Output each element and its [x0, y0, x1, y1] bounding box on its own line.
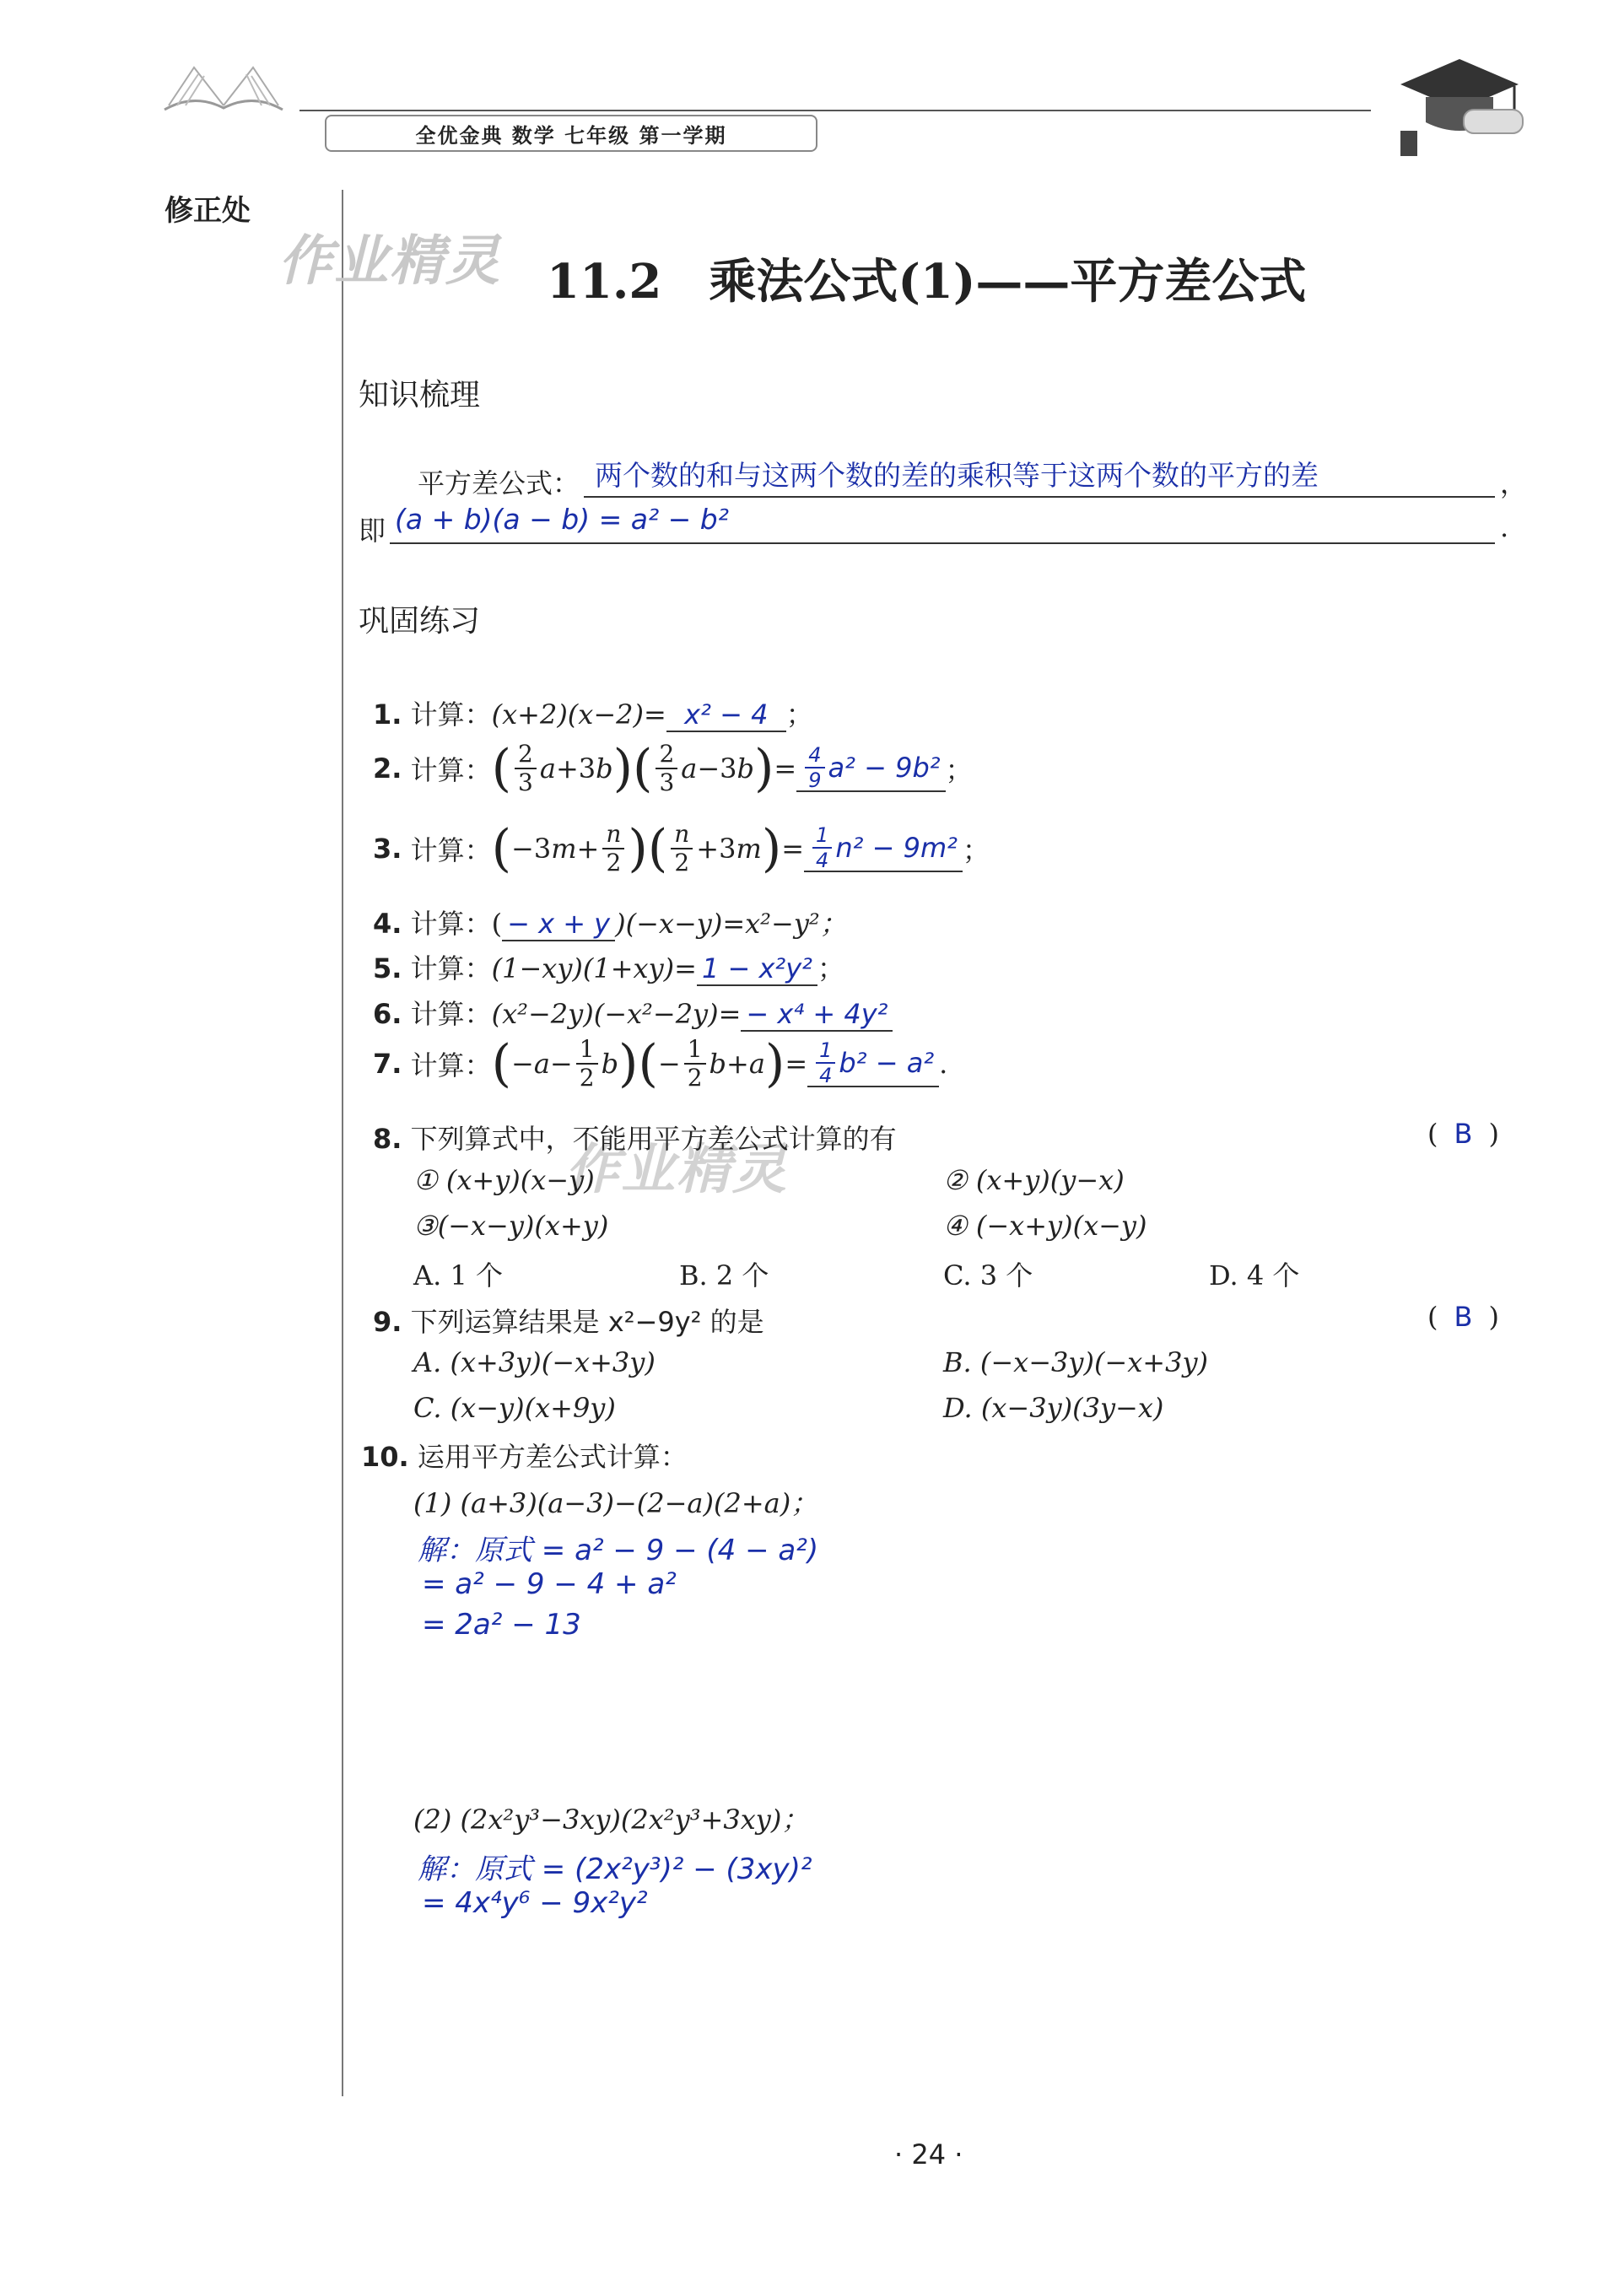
- q2-answer-den: 9: [808, 768, 822, 792]
- q6: [373, 993, 893, 1032]
- q3-answer-rest: n² − 9m²: [835, 832, 958, 864]
- q9-answer: B: [1454, 1301, 1473, 1333]
- q10-part1-sol-2: = a² − 9 − 4 + a²: [422, 1567, 677, 1601]
- q8-option-b: B. 2 个: [679, 1259, 769, 1291]
- q9-option-c: C. (x−y)(x+9y): [413, 1392, 616, 1424]
- q6-expr: (x²−2y)(−x²−2y)=: [491, 998, 742, 1030]
- q2-tail: ；: [945, 754, 973, 786]
- q8-question: 下列算式中，不能用平方差公式计算的有: [410, 1123, 897, 1155]
- q3-answer-den: 4: [816, 849, 829, 872]
- q3-answer: [804, 825, 963, 872]
- q10-question: 运用平方差公式计算：: [417, 1441, 688, 1473]
- q8-item-2: ② (x+y)(y−x): [943, 1164, 1125, 1196]
- q9-option-d: D. (x−3y)(3y−x): [943, 1392, 1164, 1424]
- header-rule: [299, 110, 1371, 111]
- q5-expr: (1−xy)(1+xy)=: [491, 952, 697, 984]
- q4-label: 计算：: [410, 908, 492, 940]
- practice-heading: 巩固练习: [359, 604, 481, 639]
- formula-blank-1: [584, 496, 1495, 498]
- q10-part1-sol-1: 解：原式 = a² − 9 − (4 − a²): [418, 1534, 819, 1567]
- q8-option-c: C. 3 个: [943, 1259, 1033, 1291]
- q9-answer-paren: ( B ): [1427, 1301, 1499, 1333]
- q4-answer: − x + y: [502, 908, 615, 941]
- q2-answer: [796, 745, 945, 792]
- q1-expr: (x+2)(x−2)=: [491, 698, 666, 731]
- q10: [361, 1436, 688, 1475]
- q10-part2-sol-1: 解：原式 = (2x²y³)² − (3xy)²: [418, 1852, 812, 1886]
- q10-part1: (1) (a+3)(a−3)−(2−a)(2+a)；: [413, 1487, 818, 1519]
- q8-item-1: ① (x+y)(x−y): [413, 1164, 595, 1196]
- q8-option-d: D. 4 个: [1209, 1259, 1300, 1291]
- q7-label: 计算：: [410, 1049, 492, 1081]
- q4-num: 4.: [373, 908, 402, 940]
- q3: 3. 计算： ( −3 m + $\frac{n}{2}$ ) ( $\frac{n}{2}$ +3 m ) = $\frac{1}{4}$ n² − 9m² ；: [373, 819, 990, 878]
- q3-answer-num: 1: [812, 825, 832, 849]
- q10-part2: (2) (2x²y³−3xy)(2x²y³+3xy)；: [413, 1804, 809, 1836]
- q1: [373, 693, 813, 732]
- book-title-banner: 全优金典 数学 七年级 第一学期: [325, 115, 817, 152]
- q3-tail: ；: [962, 834, 990, 866]
- q8: [373, 1118, 897, 1157]
- q2-answer-rest: a² − 9b²: [828, 752, 941, 784]
- section-title: 11.2 乘法公式(1)——平方差公式: [547, 254, 1307, 310]
- q7: 7. 计算： ( − a − $\frac{1}{2}$ b ) ( − $\frac{1}{2}$ b + a ) = $\frac{1}{4}$ b² − a² .: [373, 1034, 948, 1093]
- page-number: · 24 ·: [894, 2138, 963, 2170]
- q7-answer-num: 1: [816, 1040, 835, 1064]
- q9-option-b: B. (−x−3y)(−x+3y): [943, 1346, 1209, 1378]
- q2-label: 计算：: [410, 754, 492, 786]
- q2-num: 2.: [373, 752, 402, 785]
- q5: [373, 947, 844, 986]
- q2: 2. 计算： ( $\frac{2}{3}$ a +3 b ) ( $\frac{2}{3}$ a −3 b ) = $\frac{4}{9}$ a² − 9b² ；: [373, 739, 973, 798]
- q3-num: 3.: [373, 833, 402, 865]
- q8-item-3: ③(−x−y)(x+y): [413, 1210, 609, 1242]
- comma: ，: [1500, 467, 1528, 499]
- q9-num: 9.: [373, 1306, 402, 1338]
- graduation-cap-icon: [1384, 51, 1535, 160]
- q3-label: 计算：: [410, 834, 492, 866]
- formula-equation: (a + b)(a − b) = a² − b²: [395, 503, 729, 536]
- watermark: 作业精灵: [278, 230, 501, 293]
- q5-num: 5.: [373, 952, 402, 984]
- q6-label: 计算：: [410, 998, 492, 1030]
- q5-answer: 1 − x²y²: [697, 952, 817, 986]
- q7-answer: [807, 1040, 939, 1087]
- ji-label: 即: [359, 515, 386, 547]
- period: .: [1500, 511, 1509, 543]
- formula-statement: 两个数的和与这两个数的差的乘积等于这两个数的平方的差: [595, 459, 1319, 492]
- knowledge-heading: 知识梳理: [359, 378, 481, 413]
- q5-label: 计算：: [410, 952, 492, 984]
- q7-tail: .: [939, 1048, 948, 1080]
- margin-rule: [342, 190, 343, 2096]
- q8-item-4: ④ (−x+y)(x−y): [943, 1210, 1147, 1242]
- q7-answer-rest: b² − a²: [839, 1047, 935, 1079]
- q6-num: 6.: [373, 998, 402, 1030]
- q8-option-a: A. 1 个: [413, 1259, 503, 1291]
- formula-label: 平方差公式：: [418, 467, 580, 499]
- q9-question: 下列运算结果是 x²−9y² 的是: [410, 1306, 764, 1338]
- q8-answer: B: [1454, 1118, 1473, 1150]
- q4: 4. 计算：( − x + y )(−x−y)=x²−y²；: [373, 908, 847, 940]
- q8-answer-paren: ( B ): [1427, 1118, 1499, 1150]
- q8-num: 8.: [373, 1123, 402, 1155]
- open-book-icon: [160, 59, 287, 118]
- q9: [373, 1301, 764, 1340]
- q10-part2-sol-2: = 4x⁴y⁶ − 9x²y²: [422, 1886, 648, 1920]
- q1-num: 1.: [373, 698, 402, 731]
- q7-answer-den: 4: [819, 1064, 833, 1087]
- watermark-2: 作业精灵: [565, 1139, 788, 1201]
- q1-label: 计算：: [410, 698, 492, 731]
- q9-option-a: A. (x+3y)(−x+3y): [413, 1346, 656, 1378]
- q1-answer: x² − 4: [666, 698, 786, 732]
- q5-tail: ；: [817, 952, 845, 984]
- margin-label: 修正处: [165, 194, 251, 228]
- q6-answer: − x⁴ + 4y²: [741, 998, 893, 1032]
- q10-num: 10.: [361, 1441, 409, 1473]
- q10-part1-sol-3: = 2a² − 13: [422, 1608, 581, 1642]
- q1-tail: ；: [785, 698, 813, 731]
- q2-answer-num: 4: [805, 745, 824, 768]
- q7-num: 7.: [373, 1048, 402, 1080]
- formula-blank-2: [390, 542, 1495, 544]
- q4-expr: )(−x−y)=x²−y²；: [615, 908, 847, 940]
